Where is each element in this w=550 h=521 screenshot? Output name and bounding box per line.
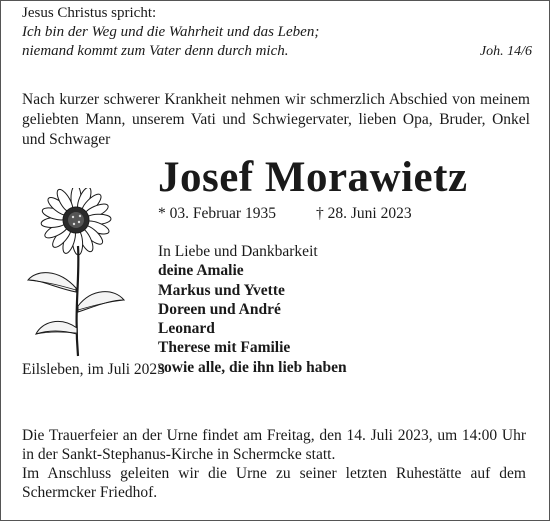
funeral-paragraph-1: Die Trauerfeier an der Urne findet am Freitag, den 14. Juli 2023, um 14:00 Uhr in der Sankt-Stephanus-Kirche in Schermcke statt. xyxy=(22,427,526,463)
funeral-notice xyxy=(22,426,526,502)
mourner-name: Leonard xyxy=(158,320,215,338)
bible-line-2: niemand kommt zum Vater denn durch mich. xyxy=(22,43,289,59)
intro-text: Nach kurzer schwerer Krankheit nehmen wir schmerzlich Abschied von meinem geliebten Mann, unserem Vati und Schwiegervater, lieben Opa, Bruder, Onkel und Schwager xyxy=(22,91,530,148)
mourners-intro: In Liebe und Dankbarkeit xyxy=(158,243,318,260)
funeral-paragraph-2: Im Anschluss geleiten wir die Urne zu seiner letzten Ruhestätte auf dem Schermcker Friedhof. xyxy=(22,465,526,501)
bible-line-1: Ich bin der Weg und die Wahrheit und das Leben; xyxy=(22,24,320,40)
life-dates xyxy=(158,204,412,224)
mourner-name: sowie alle, die ihn lieb haben xyxy=(158,358,347,376)
mourners-block xyxy=(158,242,347,377)
birth-date: * 03. Februar 1935 xyxy=(158,205,276,222)
place-date: Eilsleben, im Juli 2023 xyxy=(22,361,165,378)
bible-reference: Joh. 14/6 xyxy=(479,44,532,59)
death-date: † 28. Juni 2023 xyxy=(316,205,412,222)
mourner-name: Doreen und André xyxy=(158,300,281,318)
bible-quote xyxy=(22,4,532,61)
deceased-name: Josef Morawietz xyxy=(158,154,468,201)
sunflower-icon xyxy=(18,188,130,358)
mourner-name: Markus und Yvette xyxy=(158,281,285,299)
mourner-name: deine Amalie xyxy=(158,262,244,280)
mourner-name: Therese mit Familie xyxy=(158,339,291,357)
bible-attribution: Jesus Christus spricht: xyxy=(22,5,157,21)
